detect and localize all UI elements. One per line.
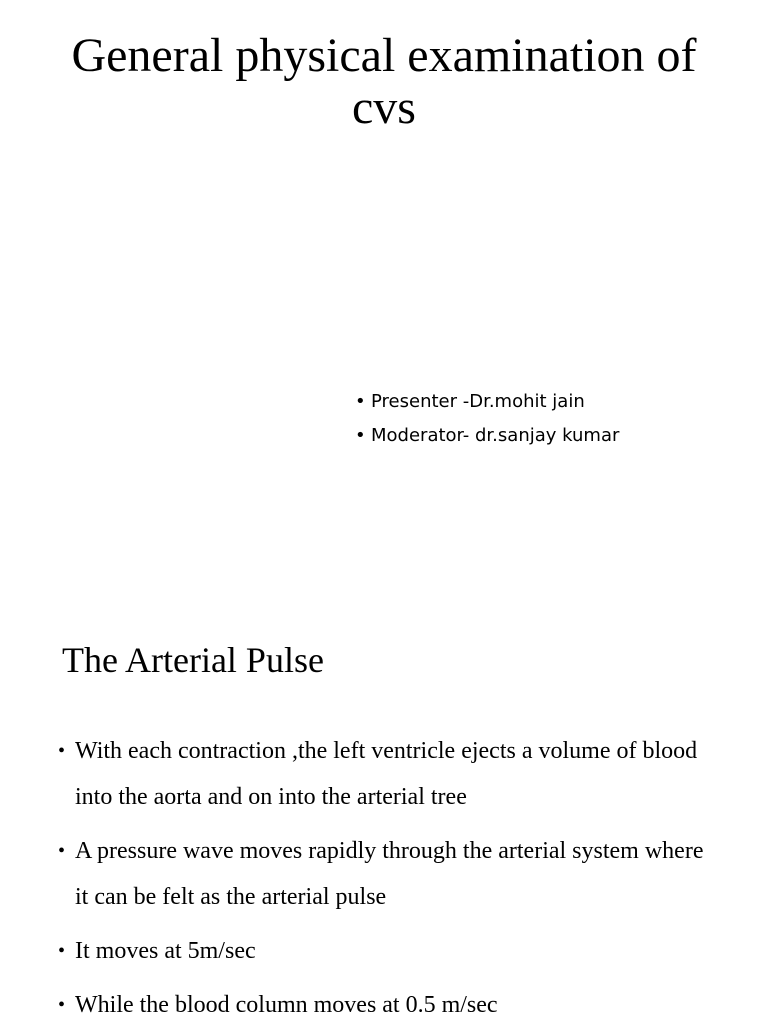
moderator-credit: • Moderator- dr.sanjay kumar bbox=[355, 419, 619, 453]
presentation-title: General physical examination of cvs bbox=[71, 29, 697, 134]
bullet-item: • With each contraction ,the left ventricle ejects a volume of blood into the aorta and on into the arterial tree bbox=[58, 728, 718, 820]
presenter-credit: • Presenter -Dr.mohit jain bbox=[355, 385, 619, 419]
slide-heading: The Arterial Pulse bbox=[62, 640, 324, 680]
credits-list bbox=[355, 385, 619, 453]
bullet-item: • A pressure wave moves rapidly through the arterial system where it can be felt as the arterial pulse bbox=[58, 828, 718, 920]
content-slide bbox=[0, 600, 768, 1024]
bullet-list bbox=[58, 728, 718, 1036]
bullet-item: • It moves at 5m/sec bbox=[58, 928, 718, 974]
bullet-item: • While the blood column moves at 0.5 m/sec bbox=[58, 982, 718, 1028]
